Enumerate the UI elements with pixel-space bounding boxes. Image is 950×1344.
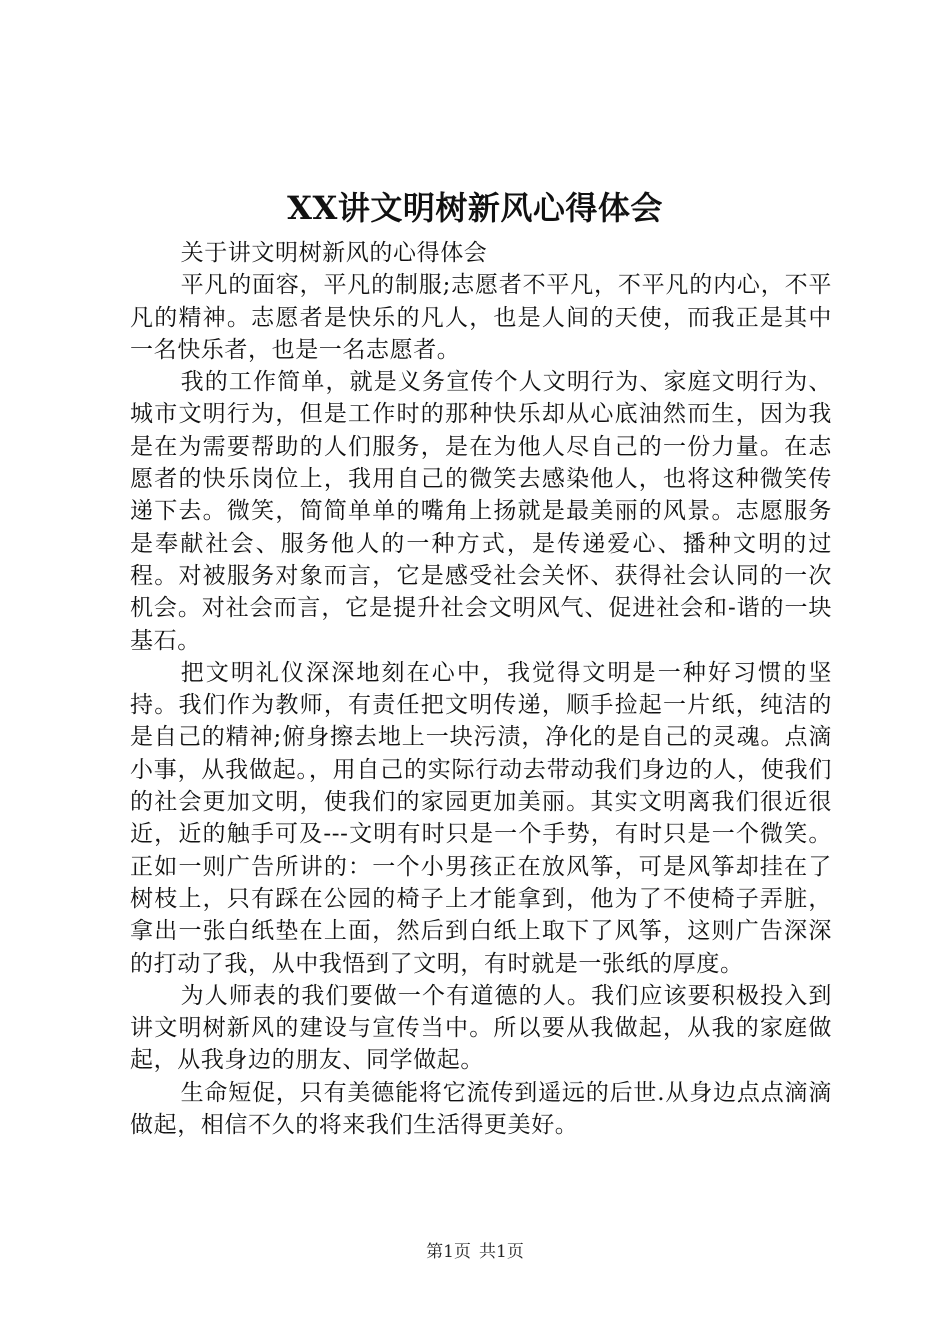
paragraph-subtitle: 关于讲文明树新风的心得体会 xyxy=(180,240,488,266)
document-title: XX讲文明树新风心得体会 xyxy=(287,189,663,227)
page-total: 共1页 xyxy=(479,1242,524,1262)
paragraph: 我的工作简单，就是义务宣传个人文明行为、家庭文明行为、城市文明行为，但是工作时的那种快乐却从心底油然而生，因为我是在为需要帮助的人们服务，是在为他人尽自己的一份力量。在志愿者的快乐岗位上，我用自己的微笑去感染他人，也将这种微笑传递下去。微笑，简简单单的嘴角上扬就是最美丽的风景。志愿服务是奉献社会、服务他人的一种方式，是传递爱心、播种文明的过程。对被服务对象而言，它是感受社会关怀、获得社会认同的一次机会。对社会而言，它是提升社会文明风气、促进社会和-谐的一块基石。 xyxy=(130,369,832,654)
paragraph: 把文明礼仪深深地刻在心中，我觉得文明是一种好习惯的坚持。我们作为教师，有责任把文明传递，顺手捡起一片纸，纯洁的是自己的精神;俯身擦去地上一块污渍，净化的是自己的灵魂。点滴小事，从我做起。，用自己的实际行动去带动我们身边的人，使我们的社会更加文明，使我们的家园更加美丽。其实文明离我们很近很近，近的触手可及---文明有时只是一个手势，有时只是一个微笑。正如一则广告所讲的：一个小男孩正在放风筝，可是风筝却挂在了树枝上，只有踩在公园的椅子上才能拿到，他为了不使椅子弄脏，拿出一张白纸垫在上面，然后到白纸上取下了风筝，这则广告深深的打动了我，从中我悟到了文明，有时就是一张纸的厚度。 xyxy=(130,659,832,977)
page-number: 第1页 xyxy=(426,1242,471,1262)
paragraph: 为人师表的我们要做一个有道德的人。我们应该要积极投入到讲文明树新风的建设与宣传当中。所以要从我做起，从我的家庭做起，从我身边的朋友、同学做起。 xyxy=(130,982,832,1074)
paragraph: 生命短促，只有美德能将它流传到遥远的后世.从身边点点滴滴做起，相信不久的将来我们生活得更美好。 xyxy=(130,1079,832,1139)
document-body xyxy=(130,237,832,1141)
paragraph: 平凡的面容，平凡的制服;志愿者不平凡，不平凡的内心，不平凡的精神。志愿者是快乐的凡人，也是人间的天使，而我正是其中一名快乐者，也是一名志愿者。 xyxy=(130,272,832,363)
page-footer xyxy=(0,1240,950,1264)
